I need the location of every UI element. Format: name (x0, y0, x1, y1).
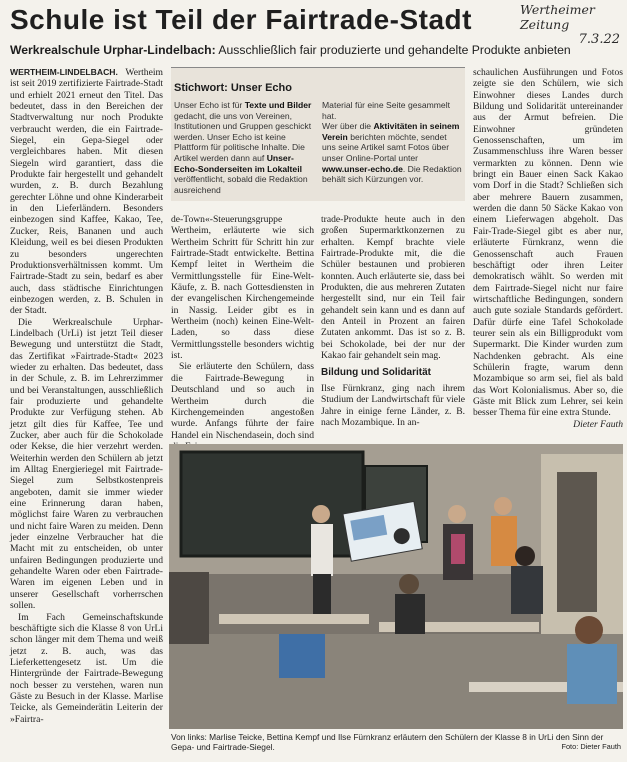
article-column-1 (10, 67, 163, 749)
info-box-left-text (174, 100, 313, 195)
headline: Schule ist Teil der Fairtrade-Stadt (10, 4, 472, 35)
info-text: . Die Redaktion behält sich Kürzungen vor. (322, 163, 462, 185)
section-heading: Bildung und Solidarität (321, 367, 431, 379)
info-bold: Texte und Bilder (244, 100, 312, 110)
handwritten-note (520, 2, 624, 47)
classroom-photo (169, 444, 623, 729)
info-box-unser-echo (171, 67, 465, 201)
info-text: berichten möchte, sendet uns seine Artikel samt Fotos über unser Online-Portal unter (322, 131, 450, 163)
classroom-photo-drawing (169, 444, 623, 729)
article-paragraph: trade-Produkte heute auch in den großen Supermarktkonzernen zu erhalten. Kempf brachte viele Fairtrade-Produkte mit, die die Schüler bestaunen und probieren konnten. Auch erläuterte sie, dass bei Produkten, die aus mehreren Zutaten hergestellt sind, nur ein Teil fair gehandelt sein kann und es dann auf den Anteil in Prozent an fairen Zutaten ankommt. Das ist so z. B. bei Schokolade, bei der nur der Kakao fair gehandelt sein mag. (321, 214, 465, 362)
article-column-2 (171, 214, 314, 442)
paragraph-text: Wertheim ist seit 2019 zertifizierte Fairtrade-Stadt und erhielt 2021 erneut den Titel. Das bedeutet, dass in den Bereichen der Stadtverwaltung nur noch Produkte verbraucht werden, die ein Fairtrade-Siegel, ein Gepa-Siegel oder vergleichbares haben. Mit diesen Siegeln wird garantiert, dass die Produkte fair hergestellt und gehandelt wurden, z. B. durch Bezahlung gerechter Löhne und ohne Kinderarbeit in den Lieferländern. Besonders einbezogen sind Kaffee, Kakao, Tee, Zucker, Reis, Bananen und auch Kleidung, weil es bei diesen Produkten zu besonders ungerechten Produktionsverhältnissen kommt. Um Fairtrade-Stadt zu sein, bedarf es aber auch, dass städtische Einrichtungen einbezogen werden, z. B. Schulen in der Stadt. (10, 67, 163, 317)
info-text: Unser Echo ist für (174, 100, 245, 110)
info-text: veröffentlicht, sobald die Redaktion ausreichend (174, 174, 308, 195)
handwritten-date: 7.3.22 (578, 32, 620, 47)
info-bold: Unser-Echo-Sonderseiten im Lokalteil (174, 152, 302, 174)
info-text: Material für eine Seite gesammelt hat. (322, 100, 451, 121)
photo-caption (171, 732, 621, 753)
article-paragraph: Im Fach Gemeinschaftskunde beschäftigte sich die Klasse 8 von UrLi schon länger mit dem Thema und weiß jetzt z. B. auch, was das Lieferkettengesetz ist. Um die Hintergründe der Fairtrade-Bewegung noch besser zu verstehen, waren nun Gäste zu Besuch in der Klasse. Marlise Teicke, als Gemeinderätin Leiterin der »Fairtra- (10, 611, 163, 725)
handwritten-source-line2: Zeitung (520, 17, 570, 32)
subheadline (10, 43, 622, 58)
subheadline-lead: Werkrealschule Urphar-Lindelbach: (10, 43, 216, 57)
article-paragraph (10, 67, 163, 317)
article-paragraph: Sie erläuterte den Schülern, dass die Fairtrade-Bewegung in Deutschland und so auch in Wertheim durch die Kirchengemeinden angestoßen wurde. Anfangs führte der faire Handel ein Nischendasein, doch sind (171, 361, 314, 441)
info-box-right-text (322, 100, 462, 185)
article-column-3 (321, 214, 465, 442)
author-name: Dieter Fauth (573, 418, 623, 430)
article-paragraph: Die Werkrealschule Urphar-Lindelbach (UrLi) ist jetzt Teil dieser Bewegung und unterstützt die Stadt, das Zertifikat »Fairtrade-Stadt« 2023 wieder zu erhalten. Das bedeutet, dass in der Schule, z. B. im Lehrerzimmer und bei Veranstaltungen, ausschließlich fair produzierte und gehandelte Produkte zur Verfügung stehen. Ab jetzt gilt dies für Kaffee, Tee und Zucker, aber auch für die Schokolade oder Kekse, die hier verzehrt werden. Weiterhin werden den Schülern ab jetzt im Alltag Energieriegel mit Fairtrade-Siegel zum Selbstkostenpreis angeboten, damit sie immer wieder eine Erinnerung daran haben, möglichst faire Waren zu verbrauchen und nicht faire Waren zu meiden. Denn jeder einzelne Verbraucher hat die Macht mit zu entscheiden, ob unter unfairen Bedingungen produzierte und gehandelte Waren oder eben Fairtrade-Waren im eigenen Leben und in unserer Gesellschaft vorherrschen sollen. (10, 316, 163, 612)
subheadline-rest: Ausschließlich fair produzierte und gehandelte Produkte anbieten (215, 43, 571, 57)
article-paragraph: schaulichen Ausführungen und Fotos zeigte sie den Schülern, wie sich Einwohner dieses Landes durch Bildung und Solidarität untereinander aus der Armut befreien. Die Einwohner gründeten Genossenschaften, um im Zusammenschluss ihre Waren besser vermarkten zu können. Denn wie bringt ein Bauer einen Sack Kakao vom Dorf in die Stadt? Schließen sich aber mehrere Bauern zusammen, werden die dann 50 Säcke Kakao von einem Lieferwagen abgeholt. Das Fair-Trade-Siegel gibt es aber nur, erläuterte Fürnkranz, wenn die Genossenschaft auch Frauen beschäftigt oder ihren Leiter demokratisch wählt. So werden mit dem Fairtrade-Siegel nicht nur faire wirtschaftliche Bedingungen, sondern auch gute soziale Standards gefördert. Dafür dürfe eine Tafel Schokolade teurer sein als ein Billigprodukt vom Supermarkt. Die Kinder wurden zum Nachdenken gebracht. Als eine Schülerin fragte, warum denn Mozambique so arm sei, fiel als bald das Wort Kolonialismus. Aber so, die Gäste mit Blick zum Lehrer, sei kein besser Thema für eine extra Stunde. (473, 67, 623, 419)
article-paragraph: Ilse Fürnkranz, ging nach ihrem Studium der Landwirtschaft für viele Jahre in einige ferne Länder, z. B. nach Mozambique. In an- (321, 382, 465, 428)
photo-credit: Foto: Dieter Fauth (561, 742, 621, 752)
handwritten-source-line1: Wertheimer (520, 2, 595, 17)
info-bold: Aktivitäten in seinem Verein (322, 121, 460, 142)
info-box-title: Stichwort: Unser Echo (174, 82, 292, 94)
website-link[interactable]: www.unser-echo.de (322, 163, 403, 174)
info-text: Wer über die (322, 121, 374, 132)
article-paragraph: de-Town«-Steuerungsgruppe Wertheim, erläuterte wie sich Wertheim Schritt für Schritt hin zur Fairtrade-Stadt entwickelte. Bettina Kempf leitet in Wertheim die Vermittlungsstelle für Eine-Welt-Käufe, z. B. nach Gottesdiensten in der evangelischen Kirchengemeinde in Nassig. Leider gibt es in Wertheim (noch) keinen Eine-Welt-Laden, so dass diese Vermittlungsstelle besonders wichtig ist. (171, 214, 314, 362)
dateline: WERTHEIM-LINDELBACH. (10, 67, 118, 77)
info-text: gedacht, die uns von Vereinen, Institutionen und Gruppen geschickt werden. Unser Echo ist keine Plattform für politische Inhalte. Die Artikel werden dann auf (174, 110, 312, 163)
caption-text: Von links: Marlise Teicke, Bettina Kempf und Ilse Fürnkranz erläutern den Schülern der Klasse 8 in UrLi den Sinn der Gepa- und Fairtrade-Siegel. (171, 732, 604, 753)
